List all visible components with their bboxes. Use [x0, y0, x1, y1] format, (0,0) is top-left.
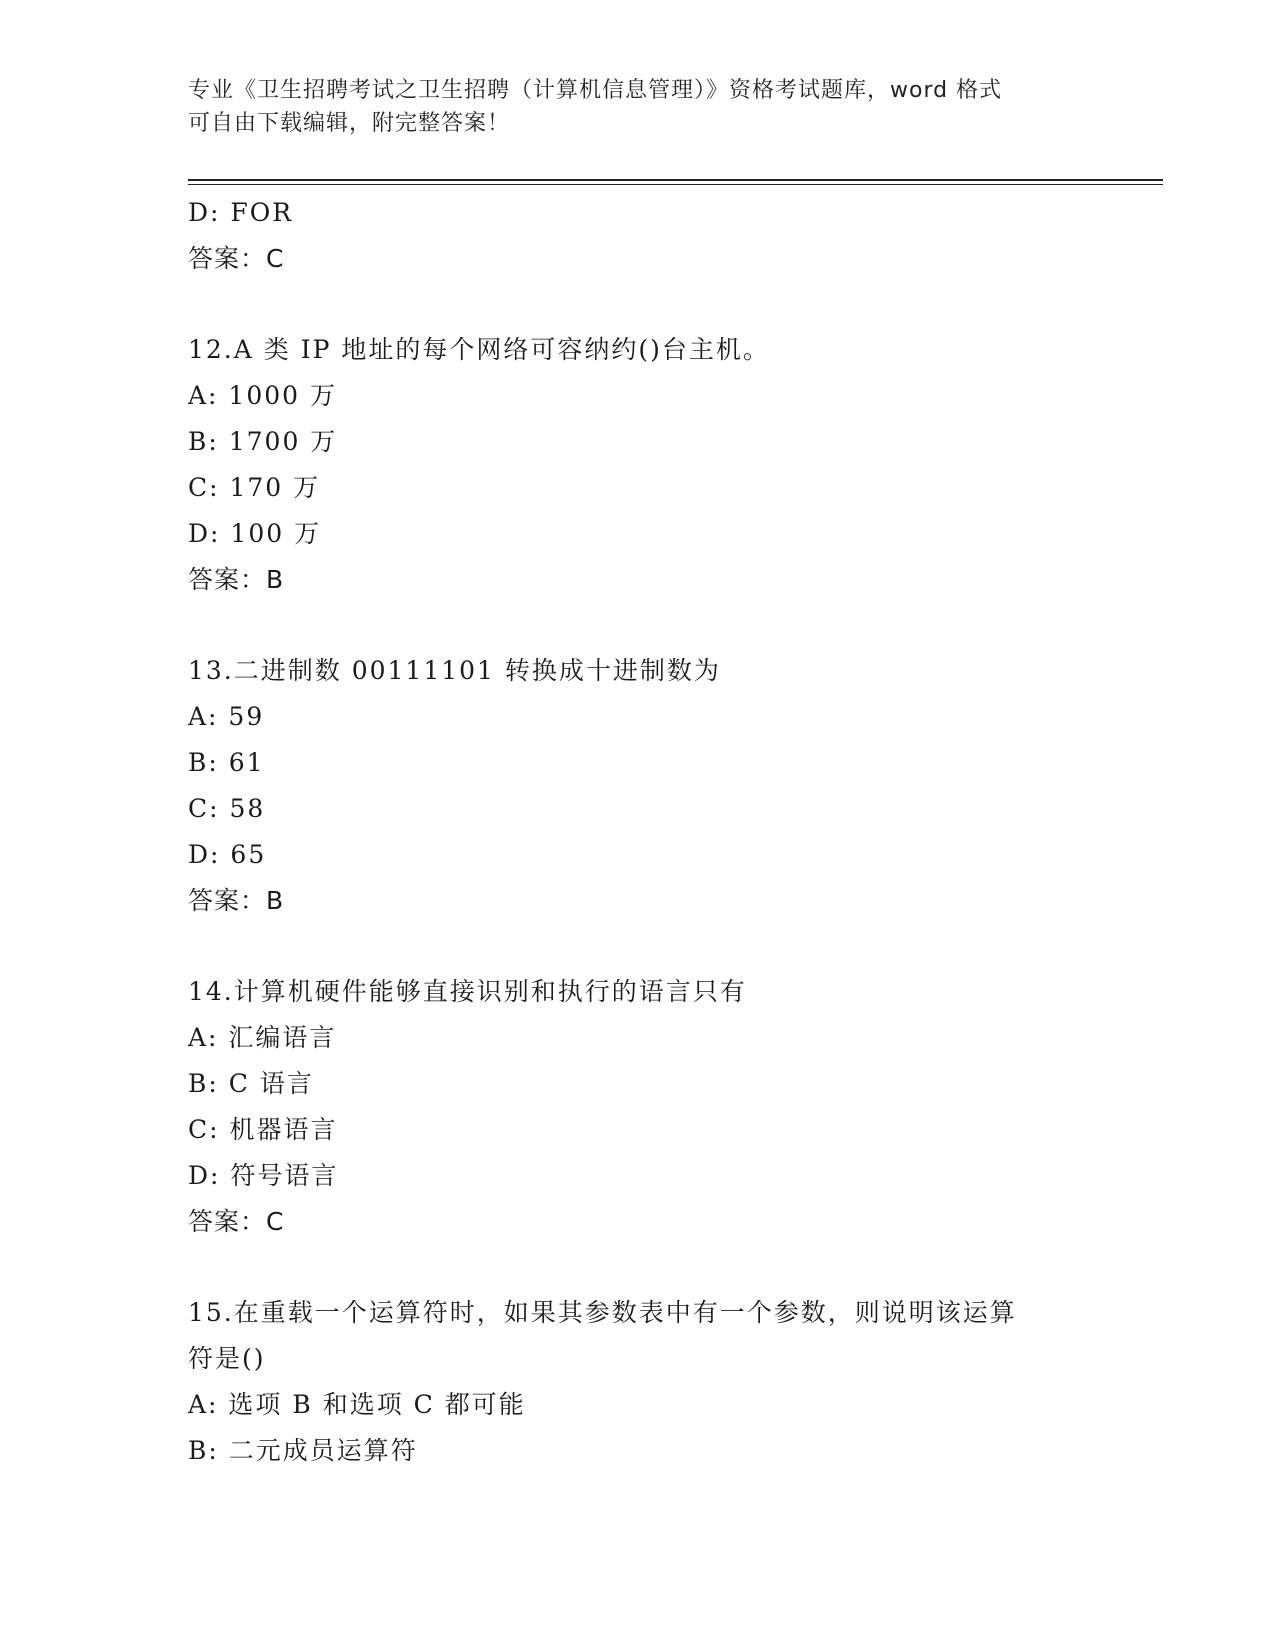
- header-line-2: 可自由下载编辑，附完整答案！: [188, 111, 511, 136]
- question-title: 13.二进制数 00111101 转换成十进制数为: [188, 656, 721, 685]
- option-b: B: C 语言: [188, 1069, 314, 1098]
- answer-line: 答案：C: [188, 1207, 285, 1236]
- question-list: [188, 190, 1088, 1474]
- header-line-1: 专业《卫生招聘考试之卫生招聘（计算机信息管理）》资格考试题库，word 格式: [188, 78, 1003, 103]
- option-c: C: 170 万: [188, 473, 321, 502]
- question-title-continued: 符是(): [188, 1344, 266, 1373]
- option-a: A: 1000 万: [188, 381, 337, 410]
- question-item: [188, 648, 1088, 924]
- answer-line: 答案：B: [188, 886, 285, 915]
- option-a: A: 选项 B 和选项 C 都可能: [188, 1390, 526, 1419]
- document-header: [188, 74, 1088, 140]
- option-d: D: FOR: [188, 198, 294, 227]
- option-a: A: 汇编语言: [188, 1023, 337, 1052]
- option-b: B: 1700 万: [188, 427, 338, 456]
- question-title: 14.计算机硬件能够直接识别和执行的语言只有: [188, 977, 747, 1006]
- header-divider-thin: [188, 184, 1163, 185]
- option-a: A: 59: [188, 702, 265, 731]
- option-b: B: 61: [188, 748, 265, 777]
- question-title: 15.在重载一个运算符时，如果其参数表中有一个参数，则说明该运算: [188, 1298, 1017, 1327]
- question-item: [188, 1290, 1088, 1474]
- option-c: C: 58: [188, 794, 266, 823]
- option-b: B: 二元成员运算符: [188, 1436, 418, 1465]
- option-d: D: 100 万: [188, 519, 322, 548]
- answer-line: 答案：B: [188, 565, 285, 594]
- option-d: D: 65: [188, 840, 267, 869]
- question-title: 12.A 类 IP 地址的每个网络可容纳约()台主机。: [188, 335, 770, 364]
- option-c: C: 机器语言: [188, 1115, 338, 1144]
- answer-line: 答案：C: [188, 244, 285, 273]
- header-divider-thick: [188, 179, 1163, 181]
- question-item: [188, 969, 1088, 1245]
- question-item: [188, 327, 1088, 603]
- option-d: D: 符号语言: [188, 1161, 339, 1190]
